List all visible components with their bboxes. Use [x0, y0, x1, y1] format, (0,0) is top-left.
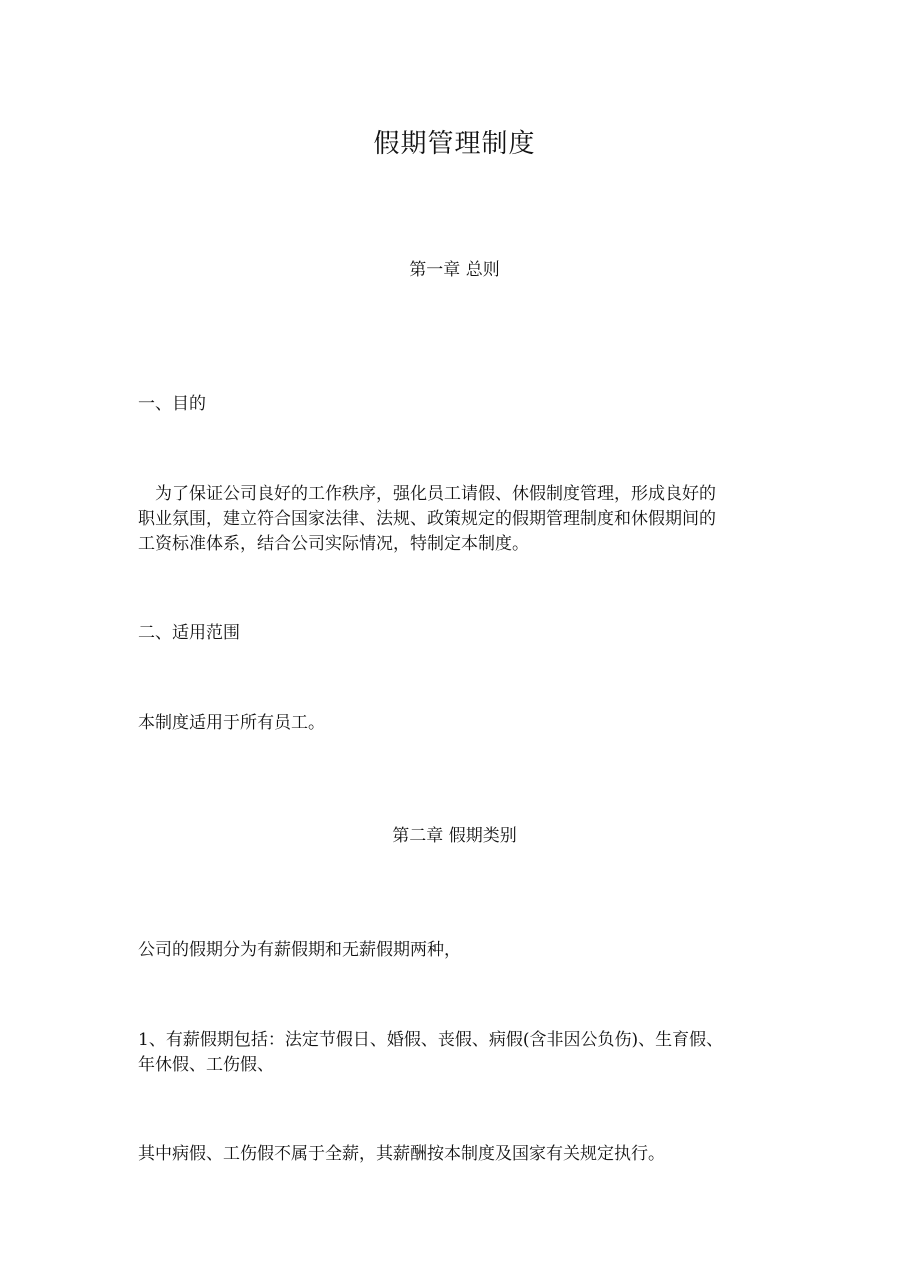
- paragraph-line: 1、有薪假期包括：法定节假日、婚假、丧假、病假(含非因公负伤)、生育假、: [138, 1030, 724, 1050]
- section-heading-scope: 二、适用范围: [138, 623, 240, 643]
- paragraph-line: 年休假、工伤假、: [138, 1055, 274, 1075]
- paid-leave-paragraph: [138, 1028, 778, 1078]
- paragraph-line: 工资标准体系，结合公司实际情况，特制定本制度。: [138, 534, 529, 554]
- purpose-paragraph: [138, 482, 778, 557]
- chapter-heading-2: 第二章 假期类别: [392, 826, 517, 846]
- section-heading-purpose: 一、目的: [138, 394, 206, 414]
- scope-paragraph: 本制度适用于所有员工。: [138, 713, 325, 733]
- paragraph-line: 为了保证公司良好的工作秩序，强化员工请假、休假制度管理，形成良好的: [138, 484, 716, 504]
- paragraph-line: 职业氛围，建立符合国家法律、法规、政策规定的假期管理制度和休假期间的: [138, 509, 716, 529]
- document-title: 假期管理制度: [373, 129, 536, 159]
- chapter-heading-1: 第一章 总则: [409, 260, 500, 280]
- paid-leave-note: 其中病假、工伤假不属于全薪，其薪酬按本制度及国家有关规定执行。: [138, 1144, 665, 1164]
- leave-types-intro: 公司的假期分为有薪假期和无薪假期两种，: [138, 940, 461, 960]
